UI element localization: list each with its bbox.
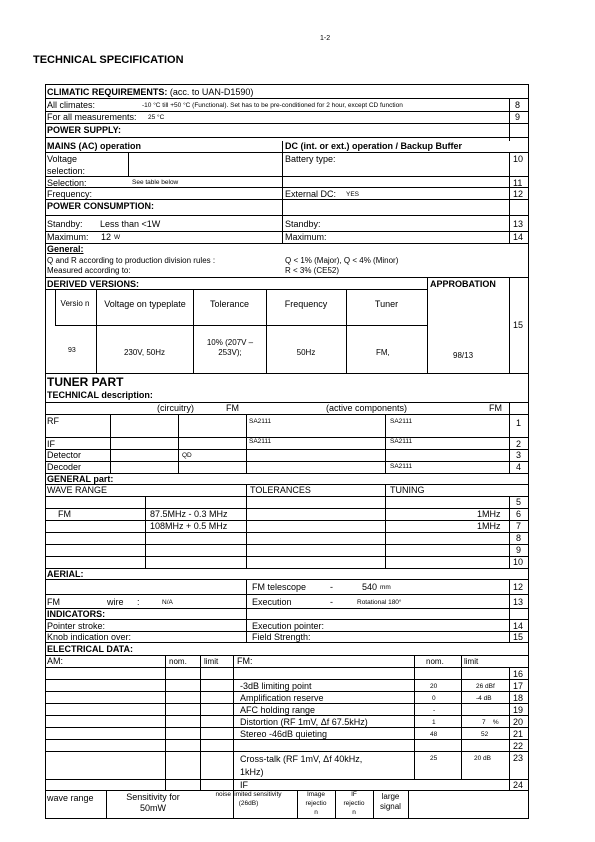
rf-active-2: SA2111 xyxy=(390,418,413,425)
row-number: 18 xyxy=(513,693,524,703)
col-frequency: Frequency xyxy=(284,299,328,309)
tuner-title: TUNER PART xyxy=(47,375,124,389)
if-rejection-header-2: rejectio xyxy=(343,800,365,807)
row-number: 13 xyxy=(513,597,524,607)
image-rejection-header: Image xyxy=(306,791,326,798)
row-number: 4 xyxy=(516,462,522,472)
fm-limit-header: limit xyxy=(464,657,479,666)
knob-indication-label: Knob indication over: xyxy=(47,632,132,642)
all-climates-value: -10 °C till +50 °C (Functional). Set has to be pre-conditioned for 2 hour, except CD function xyxy=(142,102,403,109)
page-number: 1-2 xyxy=(320,35,331,42)
sensitivity-header: Sensitivity for xyxy=(126,792,180,802)
maximum-unit: W xyxy=(114,234,121,241)
tolerances-label: TOLERANCES xyxy=(250,485,311,495)
row-number: 9 xyxy=(515,112,521,122)
detector-value: QD xyxy=(182,452,192,459)
if-data-label: IF xyxy=(240,780,248,790)
execution-label: Execution xyxy=(252,597,292,607)
am-label: AM: xyxy=(47,656,64,666)
row-number: 2 xyxy=(516,439,522,449)
measurements-label: For all measurements: xyxy=(47,112,137,122)
climatic-heading: CLIMATIC REQUIREMENTS: (acc. to UAN-D1590) xyxy=(47,87,254,97)
row-number: 17 xyxy=(513,681,524,691)
tuner-value: FM, xyxy=(376,348,390,357)
fm-nom-header: nom. xyxy=(426,657,444,666)
decoder-label: Decoder xyxy=(47,462,82,472)
wave-range-header: wave range xyxy=(47,793,94,803)
q-value: Q < 1% (Major), Q < 4% (Minor) xyxy=(285,256,399,265)
row-number: 14 xyxy=(513,232,524,242)
telescope-value: 540 xyxy=(362,582,378,592)
indicators-heading: INDICATORS: xyxy=(47,609,106,619)
voltage-label: Voltage xyxy=(47,154,78,164)
row-number: 12 xyxy=(513,582,524,592)
general-heading: General: xyxy=(47,244,84,254)
amplification-nom: 0 xyxy=(432,695,436,702)
stereo-quieting-nom: 48 xyxy=(430,731,438,738)
selection-value: See table below xyxy=(132,179,179,186)
external-dc-value: YES xyxy=(346,191,360,198)
row-number: 12 xyxy=(513,189,524,199)
external-dc-label: External DC: xyxy=(285,189,337,199)
power-consumption-heading: POWER CONSUMPTION: xyxy=(47,201,154,211)
detector-label: Detector xyxy=(47,450,82,460)
row-number: 9 xyxy=(516,545,522,555)
standby-right: Standby: xyxy=(285,219,321,229)
image-rejection-header-3: n xyxy=(314,809,318,816)
wire-colon: : xyxy=(137,597,140,607)
general-line-1: Q and R according to production division rules : xyxy=(47,256,216,265)
crosstalk-label-2: 1kHz) xyxy=(240,767,264,777)
row-number: 10 xyxy=(513,154,524,164)
afc-label: AFC holding range xyxy=(240,705,316,715)
maximum-value: 12 xyxy=(101,232,112,242)
if-rejection-header: IF xyxy=(351,791,357,798)
limiting-point-label: -3dB limiting point xyxy=(240,681,312,691)
aerial-heading: AERIAL: xyxy=(47,569,84,579)
fm-label: FM xyxy=(226,403,239,413)
active-components-label: (active components) xyxy=(326,403,408,413)
row-number: 20 xyxy=(513,717,524,727)
row-number: 22 xyxy=(513,741,524,751)
noise-sensitivity-header: noise limited sensitivity xyxy=(215,791,282,798)
if-active-2: SA2111 xyxy=(390,438,413,445)
execution-dash: - xyxy=(330,597,333,607)
row-number: 15 xyxy=(513,632,524,642)
wire-value: N/A xyxy=(162,599,173,606)
image-rejection-header-2: rejectio xyxy=(305,800,327,807)
fm-range-high: 108MHz + 0.5 MHz xyxy=(150,521,228,531)
amplification-limit: -4 dB xyxy=(476,695,492,702)
row-number: 3 xyxy=(516,450,522,460)
crosstalk-nom: 25 xyxy=(430,755,438,762)
row-number: 8 xyxy=(516,533,522,543)
rf-active-1: SA2111 xyxy=(249,418,272,425)
distortion-nom: 1 xyxy=(432,719,436,726)
row-number: 11 xyxy=(513,178,523,188)
col-tolerance: Tolerance xyxy=(209,299,250,309)
sensitivity-header-2: 50mW xyxy=(139,803,166,813)
standby-value: Less than <1W xyxy=(100,219,161,229)
general-line-2: Measured according to: xyxy=(47,266,131,275)
row-number: 13 xyxy=(513,219,524,229)
power-supply-heading: POWER SUPPLY: xyxy=(47,125,122,135)
if-active-1: SA2111 xyxy=(249,438,272,445)
fm-step-2: 1MHz xyxy=(477,521,501,531)
decoder-active: SA2111 xyxy=(390,463,413,470)
selection-label: Selection: xyxy=(47,178,87,188)
large-signal-header-2: signal xyxy=(380,802,401,811)
rf-label: RF xyxy=(47,416,59,426)
row-number: 15 xyxy=(513,320,524,330)
wave-range-label: WAVE RANGE xyxy=(47,485,108,495)
mains-heading: MAINS (AC) operation xyxy=(47,141,141,151)
if-label: IF xyxy=(47,439,55,449)
noise-sensitivity-header-2: (26dB) xyxy=(238,800,259,807)
row-number: 23 xyxy=(513,753,524,763)
maximum-right: Maximum: xyxy=(285,232,327,242)
stereo-quieting-limit: 52 xyxy=(481,731,489,738)
fm-label: FM xyxy=(489,403,502,413)
general-part-heading: GENERAL part: xyxy=(47,474,114,484)
crosstalk-limit: 20 dB xyxy=(474,755,491,762)
fm-step-1: 1MHz xyxy=(477,509,501,519)
wire-label: wire xyxy=(107,597,124,607)
row-number: 1 xyxy=(516,418,522,428)
fm-range-low: 87.5MHz - 0.3 MHz xyxy=(150,509,228,519)
dc-heading: DC (int. or ext.) operation / Backup Buffer xyxy=(285,141,463,151)
row-number: 19 xyxy=(513,705,524,715)
execution-value: Rotational 180° xyxy=(357,599,402,606)
limiting-point-nom: 20 xyxy=(430,683,438,690)
maximum-label: Maximum: xyxy=(47,232,89,242)
row-number: 10 xyxy=(513,557,524,567)
standby-label: Standby: xyxy=(47,219,83,229)
col-version: Versio n xyxy=(60,299,90,308)
tuner-subtitle: TECHNICAL description: xyxy=(47,390,153,400)
approbation-value: 98/13 xyxy=(453,351,474,360)
fm-band-label: FM xyxy=(58,509,71,519)
battery-label: Battery type: xyxy=(285,154,336,164)
execution-pointer-label: Execution pointer: xyxy=(252,621,325,631)
fm-telescope-label: FM telescope xyxy=(252,582,307,592)
fm-data-label: FM: xyxy=(237,656,253,666)
tolerance-value: 10% (207V – 253V); xyxy=(206,338,254,357)
stereo-quieting-label: Stereo -46dB quieting xyxy=(240,729,328,739)
distortion-label: Distortion (RF 1mV, Δf 67.5kHz) xyxy=(240,717,368,727)
voltage-label-2: selection: xyxy=(47,166,86,176)
limiting-point-limit: 26 dBf xyxy=(476,683,495,690)
row-number: 21 xyxy=(513,729,524,739)
col-tuner: Tuner xyxy=(374,299,399,309)
frequency-label: Frequency: xyxy=(47,189,93,199)
field-strength-label: Field Strength: xyxy=(252,632,311,642)
r-value: R < 3% (CE52) xyxy=(285,266,340,275)
col-voltage: Voltage on typeplate xyxy=(104,299,186,309)
row-number: 16 xyxy=(513,669,524,679)
pointer-stroke-label: Pointer stroke: xyxy=(47,621,106,631)
derived-heading: DERIVED VERSIONS: xyxy=(47,279,140,289)
all-climates-label: All climates: xyxy=(47,100,96,110)
am-limit-header: limit xyxy=(204,657,219,666)
version-value: 93 xyxy=(68,347,76,354)
row-number: 8 xyxy=(515,100,521,110)
tuning-label: TUNING xyxy=(390,485,425,495)
approbation-heading: APPROBATION xyxy=(430,279,496,289)
voltage-value: 230V, 50Hz xyxy=(123,348,166,357)
row-number: 5 xyxy=(516,497,522,507)
row-number: 24 xyxy=(513,780,524,790)
telescope-unit: mm xyxy=(380,584,391,591)
am-nom-header: nom. xyxy=(169,657,187,666)
measurements-value: 25 °C xyxy=(148,114,165,121)
row-number: 7 xyxy=(516,521,522,531)
row-number: 6 xyxy=(516,509,522,519)
if-rejection-header-3: n xyxy=(352,809,356,816)
fm-wire-label: FM xyxy=(47,597,60,607)
afc-nom: - xyxy=(433,707,436,714)
distortion-limit: 7 % xyxy=(482,719,499,726)
circuitry-label: (circuitry) xyxy=(157,403,194,413)
electrical-heading: ELECTRICAL DATA: xyxy=(47,644,133,654)
frequency-value: 50Hz xyxy=(296,348,316,357)
large-signal-header: large xyxy=(381,792,400,801)
row-number: 14 xyxy=(513,621,524,631)
telescope-dash: - xyxy=(330,582,333,592)
amplification-label: Amplification reserve xyxy=(240,693,324,703)
crosstalk-label: Cross-talk (RF 1mV, Δf 40kHz, xyxy=(240,754,363,764)
page-title: TECHNICAL SPECIFICATION xyxy=(33,54,184,66)
